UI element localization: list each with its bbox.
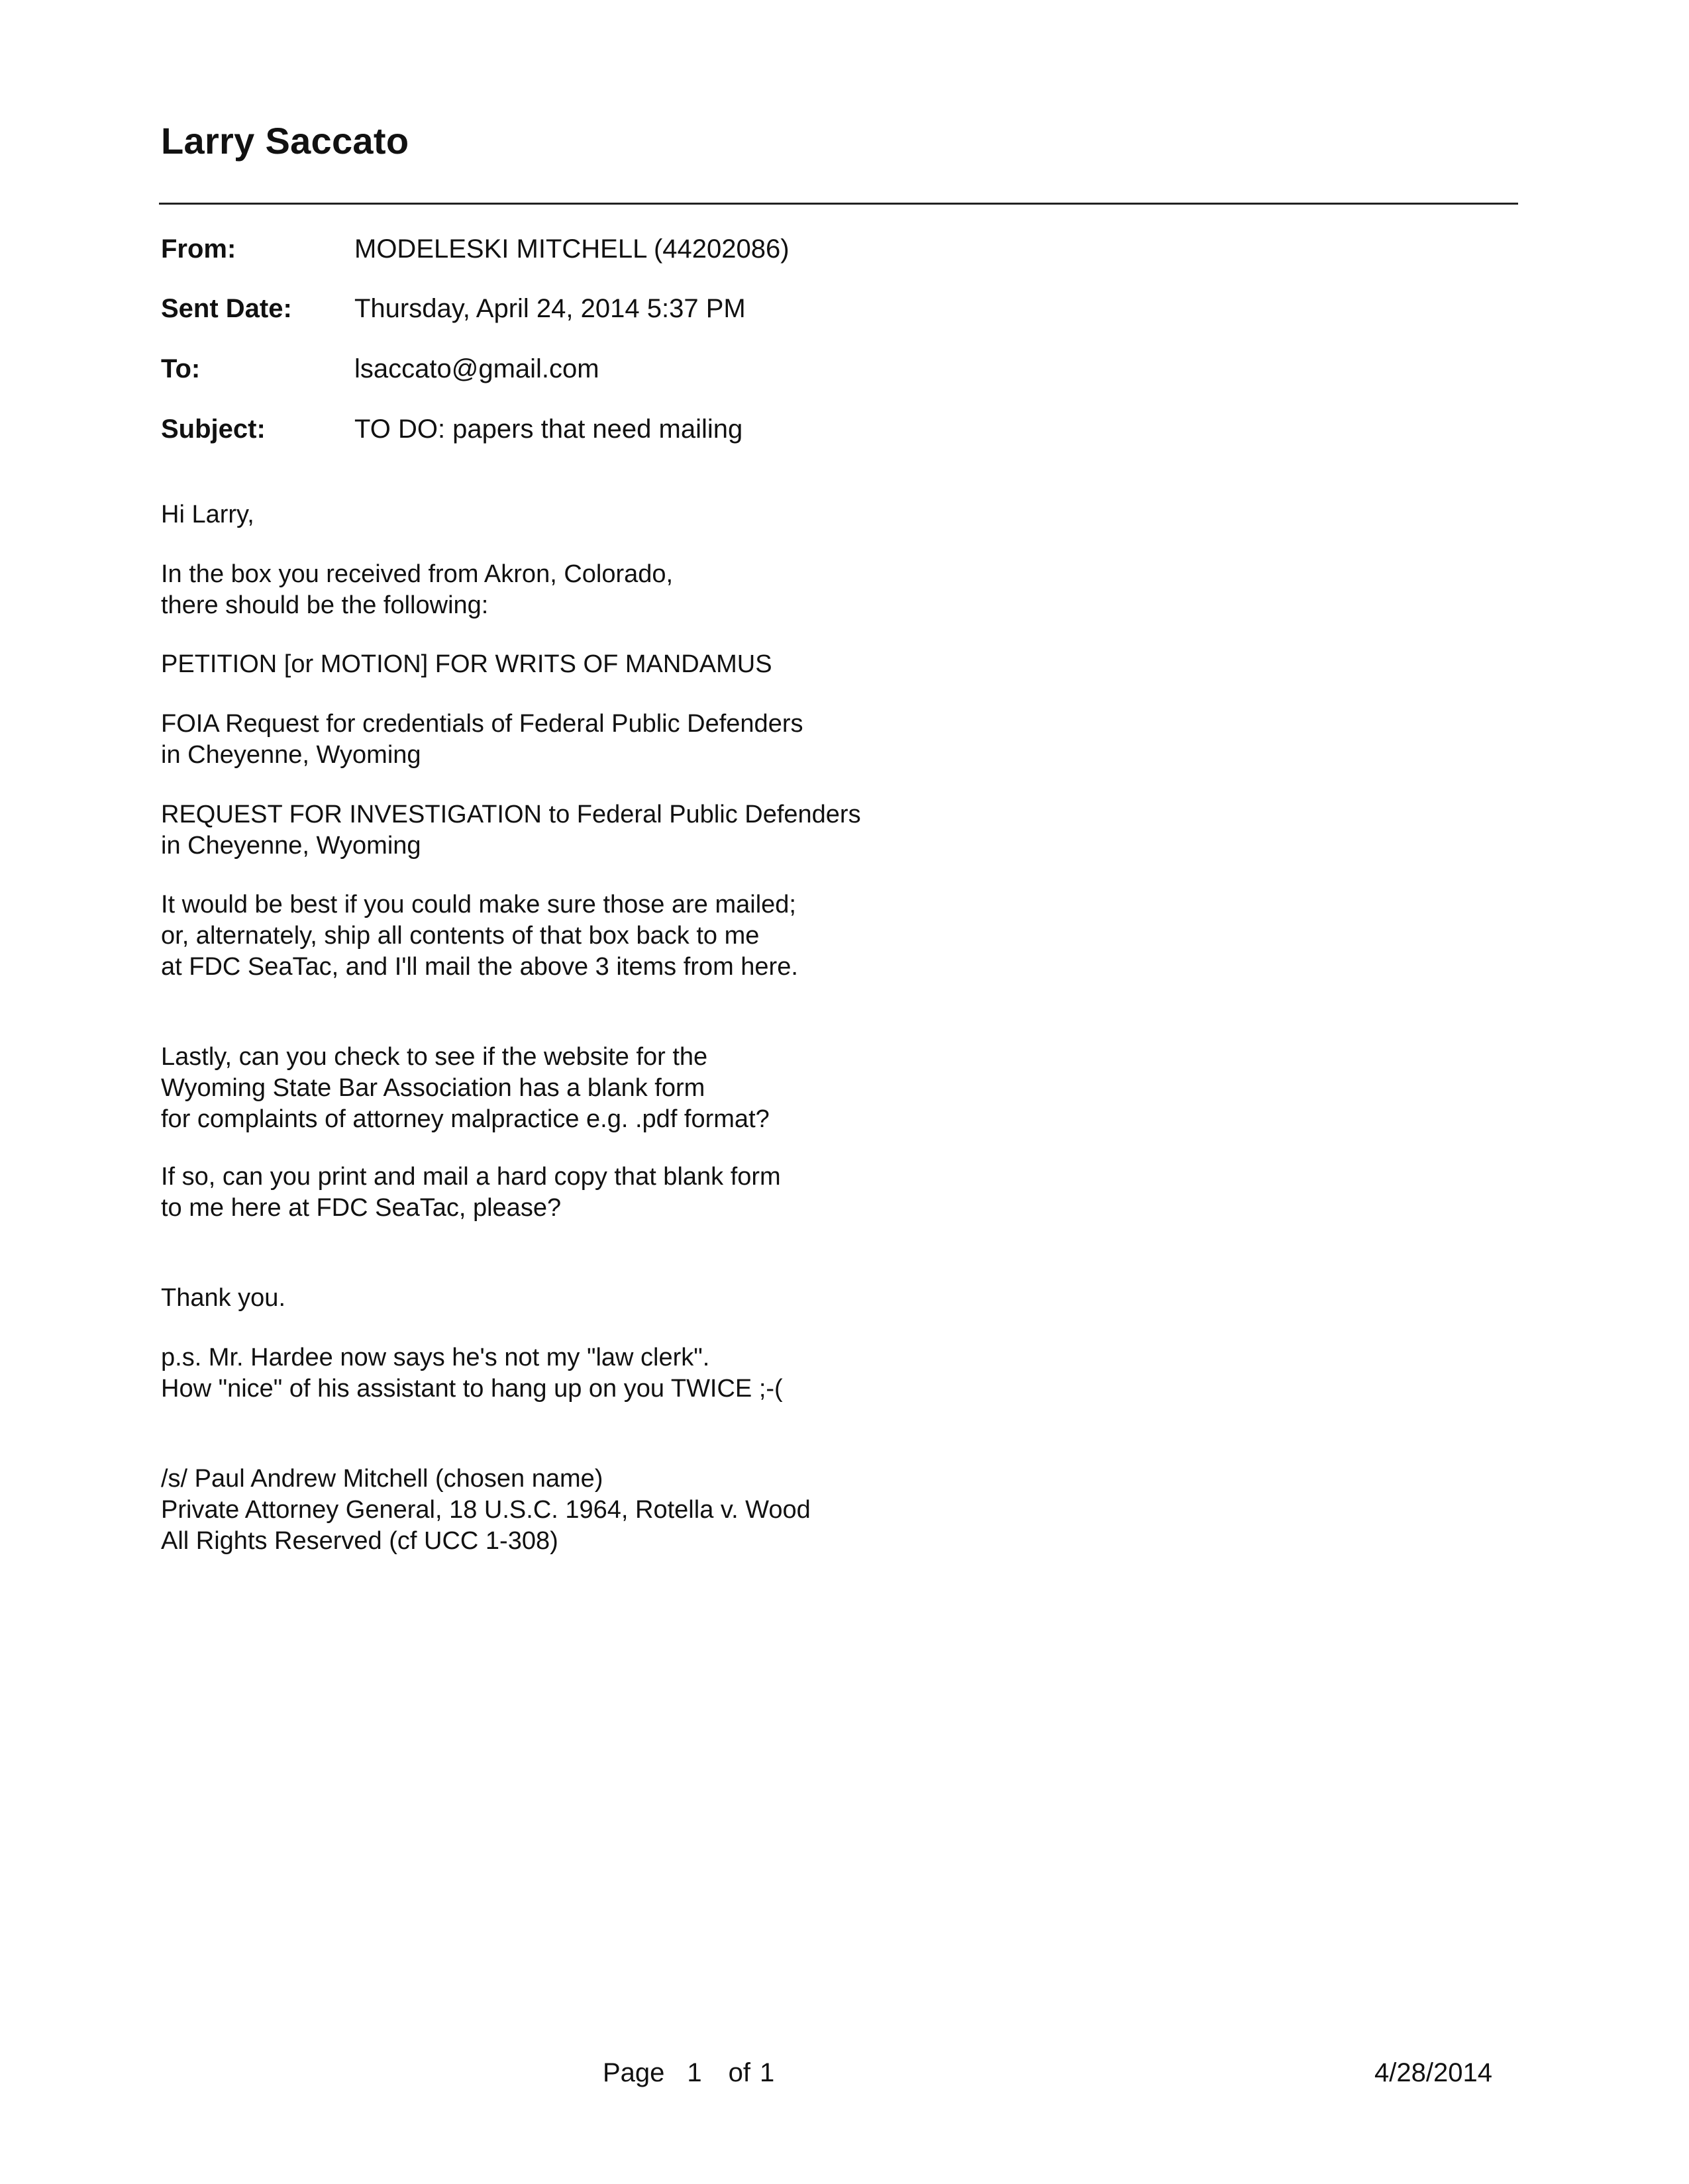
text-line: or, alternately, ship all contents of that box back to me (161, 922, 760, 950)
text-line: FOIA Request for credentials of Federal Public Defenders (161, 710, 803, 738)
print-date: 4/28/2014 (1374, 2058, 1492, 2087)
mailing-paragraph (161, 889, 798, 983)
text-line: at FDC SeaTac, and I'll mail the above 3 items from here. (161, 953, 798, 981)
text-line: to me here at FDC SeaTac, please? (161, 1194, 562, 1222)
page-indicator (603, 2056, 774, 2089)
header-subject (161, 409, 742, 449)
text-line: Lastly, can you check to see if the website for the (161, 1043, 708, 1071)
greeting-line: Hi Larry, (161, 501, 254, 528)
print-paragraph (161, 1162, 781, 1224)
text-line: If so, can you print and mail a hard copy that blank form (161, 1163, 781, 1191)
sent-date-label: Sent Date: (161, 294, 292, 323)
page-total: 1 (760, 2058, 775, 2087)
text-line: in Cheyenne, Wyoming (161, 741, 421, 769)
header-sent-date (161, 289, 746, 328)
to-label: To: (161, 354, 201, 383)
signature-block (161, 1464, 811, 1557)
title-divider (159, 203, 1518, 205)
text-line: How "nice" of his assistant to hang up on you TWICE ;-( (161, 1375, 783, 1403)
text-line: for complaints of attorney malpractice e.g. .pdf format? (161, 1105, 770, 1133)
postscript (161, 1342, 783, 1405)
text-line: there should be the following: (161, 591, 489, 619)
item-foia-request (161, 709, 803, 771)
signature-line: /s/ Paul Andrew Mitchell (chosen name) (161, 1465, 603, 1493)
text-line: It would be best if you could make sure those are mailed; (161, 891, 796, 918)
text-line: p.s. Mr. Hardee now says he's not my "law clerk". (161, 1344, 710, 1371)
page-number: 1 (687, 2058, 702, 2087)
item-investigation-request (161, 799, 861, 862)
subject-value: TO DO: papers that need mailing (354, 415, 743, 444)
lastly-paragraph (161, 1042, 770, 1135)
intro-paragraph (161, 559, 673, 621)
thanks (161, 1283, 285, 1314)
of-label: of (728, 2058, 751, 2087)
thanks-line: Thank you. (161, 1284, 285, 1312)
signature-line: Private Attorney General, 18 U.S.C. 1964, Rotella v. Wood (161, 1496, 811, 1524)
from-value: MODELESKI MITCHELL (44202086) (354, 234, 790, 264)
text-line: REQUEST FOR INVESTIGATION to Federal Public Defenders (161, 801, 861, 828)
text-line: Wyoming State Bar Association has a blank form (161, 1074, 705, 1102)
signature-line: All Rights Reserved (cf UCC 1-308) (161, 1527, 558, 1555)
item-petition (161, 649, 772, 680)
page-label: Page (603, 2058, 665, 2087)
text-line: PETITION [or MOTION] FOR WRITS OF MANDAMUS (161, 650, 772, 678)
text-line: in Cheyenne, Wyoming (161, 832, 421, 860)
text-line: In the box you received from Akron, Colorado, (161, 560, 674, 588)
document-title: Larry Saccato (161, 120, 409, 162)
header-from (161, 229, 790, 269)
header-to (161, 349, 599, 389)
from-label: From: (161, 234, 236, 264)
sent-date-value: Thursday, April 24, 2014 5:37 PM (354, 294, 746, 323)
greeting (161, 499, 254, 530)
to-value: lsaccato@gmail.com (354, 354, 599, 383)
subject-label: Subject: (161, 415, 266, 444)
